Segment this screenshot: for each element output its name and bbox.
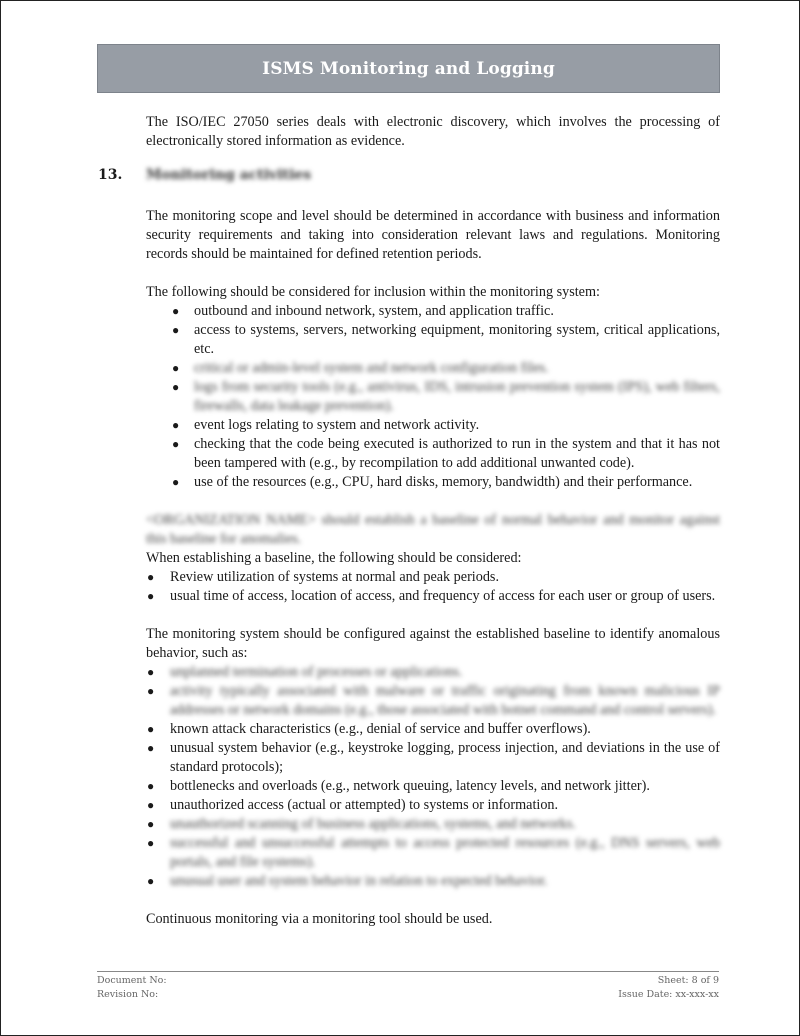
list-item — [146, 416, 720, 435]
bullet-icon: ● — [147, 722, 155, 736]
bullet-icon: ● — [147, 665, 155, 679]
list-item-text: outbound and inbound network, system, and application traffic. — [194, 303, 554, 319]
list-item-text: usual time of access, location of access, and frequency of access for each user or group of users. — [170, 588, 716, 604]
bullet-icon: ● — [147, 684, 155, 698]
list-item-text: unplanned termination of processes or applications. — [170, 664, 463, 680]
bullet-icon: ● — [172, 304, 180, 318]
list-item-text: known attack characteristics (e.g., denial of service and buffer overflows). — [170, 721, 591, 737]
list-item-text: unusual system behavior (e.g., keystroke logging, process injection, and deviations in the use of standard protocols); — [170, 740, 720, 775]
scope-paragraph: The monitoring scope and level should be determined in accordance with business and information security requirements and taking into consideration relevant laws and regulations. Monitoring records should be maintained for defined retention periods. — [146, 208, 720, 262]
list-item-text: use of the resources (e.g., CPU, hard disks, memory, bandwidth) and their performance. — [194, 474, 693, 490]
list-item — [146, 739, 720, 777]
list-item — [146, 682, 720, 720]
bullet-icon: ● — [147, 741, 155, 755]
bullet-icon: ● — [172, 418, 180, 432]
baseline-list — [146, 568, 720, 606]
list-item-text: checking that the code being executed is authorized to run in the system and that it has not been tampered with (e.g., by recompilation to add additional unwanted code). — [194, 436, 720, 471]
bullet-icon: ● — [147, 589, 155, 603]
sheet-number: Sheet: 8 of 9 — [657, 975, 719, 986]
baseline-lead: When establishing a baseline, the following should be considered: — [146, 550, 522, 566]
bullet-icon: ● — [147, 836, 155, 850]
list-item-text: unusual user and system behavior in relation to expected behavior. — [170, 873, 548, 889]
list-item — [146, 720, 720, 739]
page-footer — [97, 971, 719, 1002]
bullet-icon: ● — [147, 570, 155, 584]
section-number: 13. — [98, 167, 123, 183]
list-item — [146, 435, 720, 473]
list-item-text: event logs relating to system and network activity. — [194, 417, 480, 433]
bullet-icon: ● — [147, 874, 155, 888]
list-item — [146, 815, 720, 834]
bullet-icon: ● — [172, 475, 180, 489]
intro-paragraph: The ISO/IEC 27050 series deals with electronic discovery, which involves the processing of electronically stored information as evidence. — [146, 114, 720, 149]
list-item — [146, 777, 720, 796]
inclusion-lead: The following should be considered for inclusion within the monitoring system: — [146, 284, 600, 300]
list-item — [146, 359, 720, 378]
list-item — [146, 473, 720, 492]
issue-date: Issue Date: xx-xxx-xx — [618, 989, 719, 1000]
list-item-text: unauthorized scanning of business applications, systems, and networks. — [170, 816, 576, 832]
list-item — [146, 568, 720, 587]
list-item — [146, 796, 720, 815]
list-item-text: activity typically associated with malware or traffic originating from known malicious IP addresses or network domains (e.g., those associated with botnet command and control servers). — [170, 683, 720, 718]
bullet-icon: ● — [147, 817, 155, 831]
list-item-text: successful and unsuccessful attempts to access protected resources (e.g., DNS servers, web portals, and file systems). — [170, 835, 720, 870]
list-item — [146, 321, 720, 359]
list-item — [146, 302, 720, 321]
bullet-icon: ● — [172, 380, 180, 394]
list-item-text: Review utilization of systems at normal and peak periods. — [170, 569, 499, 585]
list-item — [146, 587, 720, 606]
section-title: Monitoring activities — [146, 167, 312, 183]
inclusion-list — [146, 302, 720, 492]
title-banner — [97, 44, 720, 93]
list-item-text: critical or admin-level system and network configuration files. — [194, 360, 549, 376]
list-item — [146, 378, 720, 416]
list-item-text: access to systems, servers, networking equipment, monitoring system, critical applications, etc. — [194, 322, 720, 357]
bullet-icon: ● — [147, 779, 155, 793]
closing-paragraph: Continuous monitoring via a monitoring tool should be used. — [146, 911, 493, 927]
bullet-icon: ● — [172, 437, 180, 451]
list-item — [146, 834, 720, 872]
list-item-text: logs from security tools (e.g., antivirus, IDS, intrusion prevention system (IPS), web filters, firewalls, data leakage prevention). — [194, 379, 720, 414]
baseline-statement: <ORGANIZATION NAME> should establish a baseline of normal behavior and monitor against this baseline for anomalies. — [146, 512, 720, 547]
list-item-text: unauthorized access (actual or attempted) to systems or information. — [170, 797, 559, 813]
document-title: ISMS Monitoring and Logging — [262, 58, 555, 79]
anomaly-lead: The monitoring system should be configured against the established baseline to identify anomalous behavior, such as: — [146, 626, 720, 661]
bullet-icon: ● — [172, 361, 180, 375]
bullet-icon: ● — [147, 798, 155, 812]
list-item — [146, 663, 720, 682]
list-item — [146, 872, 720, 891]
revision-no-label: Revision No: — [97, 989, 159, 1000]
document-no-label: Document No: — [97, 975, 167, 986]
anomaly-list — [146, 663, 720, 891]
list-item-text: bottlenecks and overloads (e.g., network queuing, latency levels, and network jitter). — [170, 778, 650, 794]
document-body — [146, 113, 720, 929]
bullet-icon: ● — [172, 323, 180, 337]
